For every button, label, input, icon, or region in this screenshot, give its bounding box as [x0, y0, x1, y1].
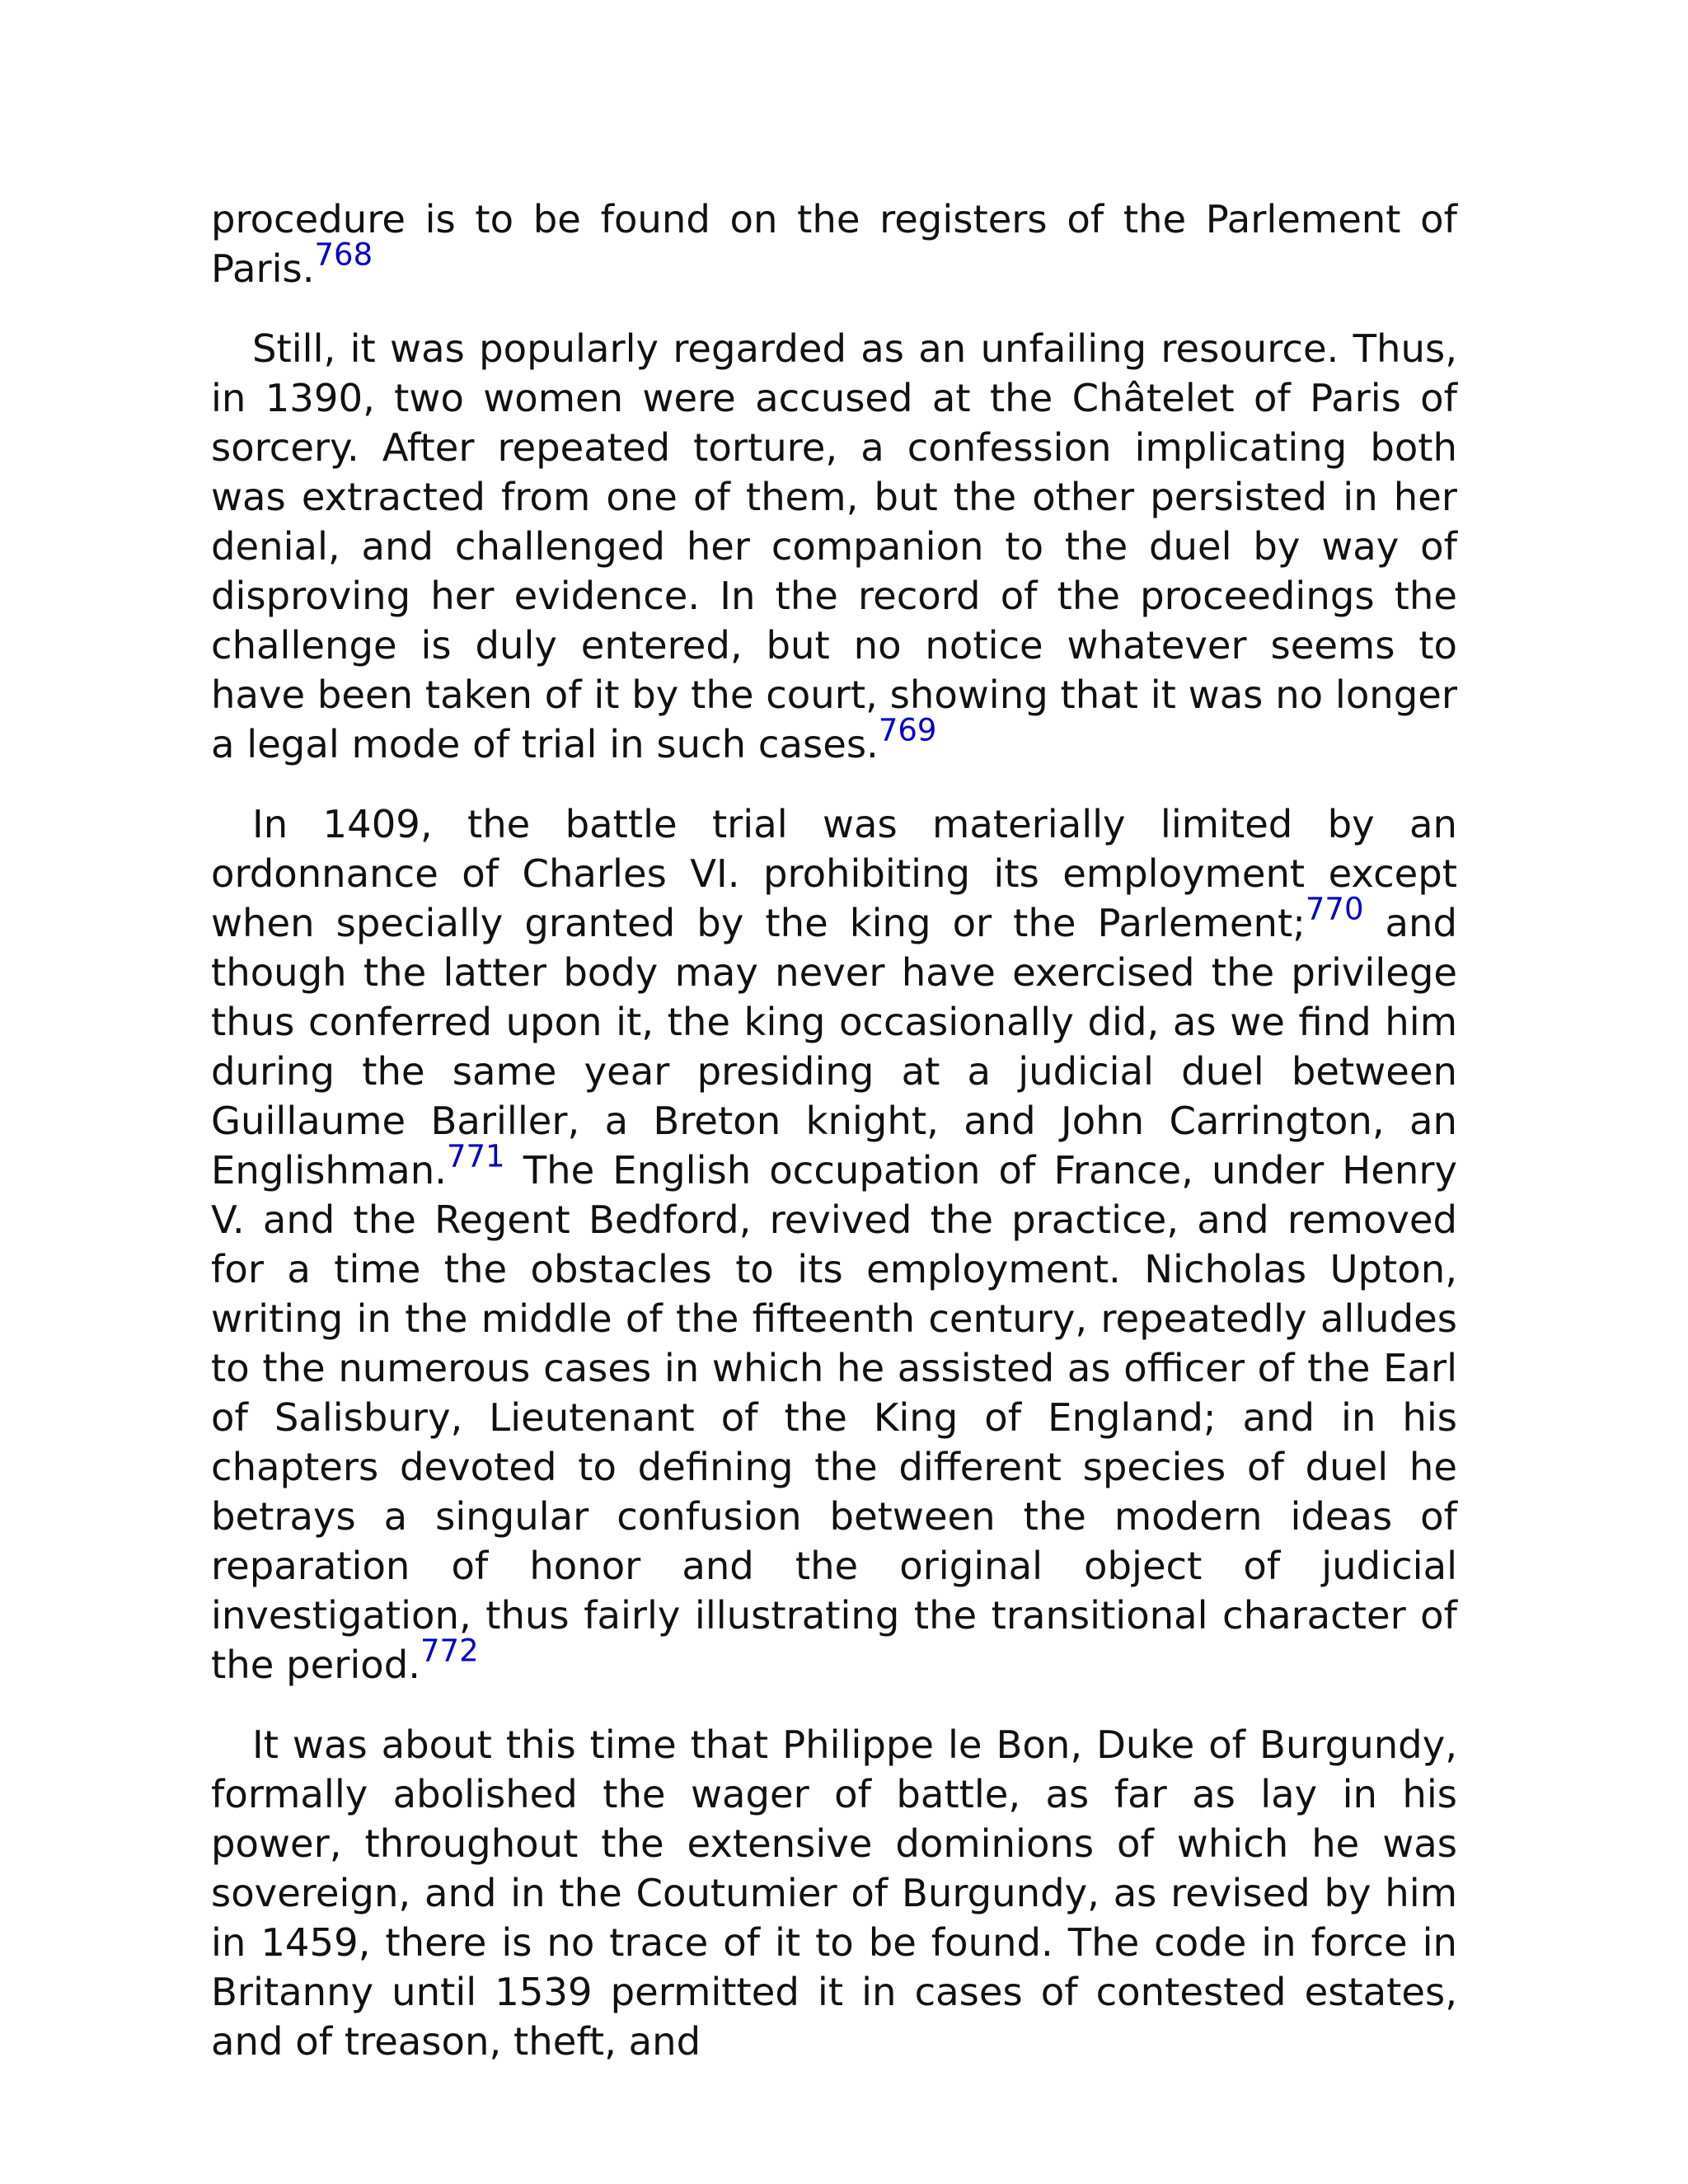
- footnote-link-769[interactable]: 769: [878, 712, 937, 748]
- footnote-link-768[interactable]: 768: [314, 237, 373, 273]
- paragraph-3: [211, 799, 1457, 1690]
- paragraph-4: [211, 1720, 1457, 2066]
- paragraph-text: The English occupation of France, under Henry V. and the Regent Bedford, revived the practice, and removed for a time the obstacles to its employment. Nicholas Upton, writing in the middle of the fifteenth century, repeatedly alludes to the numerous cases in which he assisted as officer of the Earl of Salisbury, Lieutenant of the King of England; and in his chapters devoted to defining the different species of duel he betrays a singular confusion between the modern ideas of reparation of honor and the original object of judicial investigation, thus fairly illustrating the transitional character of the period.: [211, 1148, 1457, 1687]
- document-page: [211, 194, 1457, 2097]
- paragraph-text: In 1409, the battle trial was materially limited by an ordonnance of Charles VI. prohibiting its employment except when specially granted by the king or the Parlement;: [211, 802, 1457, 945]
- footnote-link-771[interactable]: 771: [446, 1138, 505, 1174]
- paragraph-text: procedure is to be found on the registers of the Parlement of Paris.: [211, 197, 1457, 291]
- paragraph-2: [211, 324, 1457, 769]
- paragraph-text: It was about this time that Philippe le Bon, Duke of Burgundy, formally abolished the wager of battle, as far as lay in his power, throughout the extensive dominions of which he was sovereign, and in the Coutumier of Burgundy, as revised by him in 1459, there is no trace of it to be found. The code in force in Britanny until 1539 permitted it in cases of contested estates, and of treason, theft, and: [211, 1722, 1457, 2064]
- footnote-link-770[interactable]: 770: [1305, 891, 1364, 927]
- paragraph-text: and though the latter body may never have exercised the privilege thus conferred upon it, the king occasionally did, as we find him during the same year presiding at a judicial duel between Guillaume Bariller, a Breton knight, and John Carrington, an Englishman.: [211, 901, 1458, 1193]
- paragraph-text: Still, it was popularly regarded as an unfailing resource. Thus, in 1390, two women were accused at the Châtelet of Paris of sorcery. After repeated torture, a confession implicating both was extracted from one of them, but the other persisted in her denial, and challenged her companion to the duel by way of disproving her evidence. In the record of the proceedings the challenge is duly entered, but no notice whatever seems to have been taken of it by the court, showing that it was no longer a legal mode of trial in such cases.: [211, 326, 1457, 766]
- paragraph-1: [211, 194, 1457, 293]
- footnote-link-772[interactable]: 772: [420, 1633, 479, 1669]
